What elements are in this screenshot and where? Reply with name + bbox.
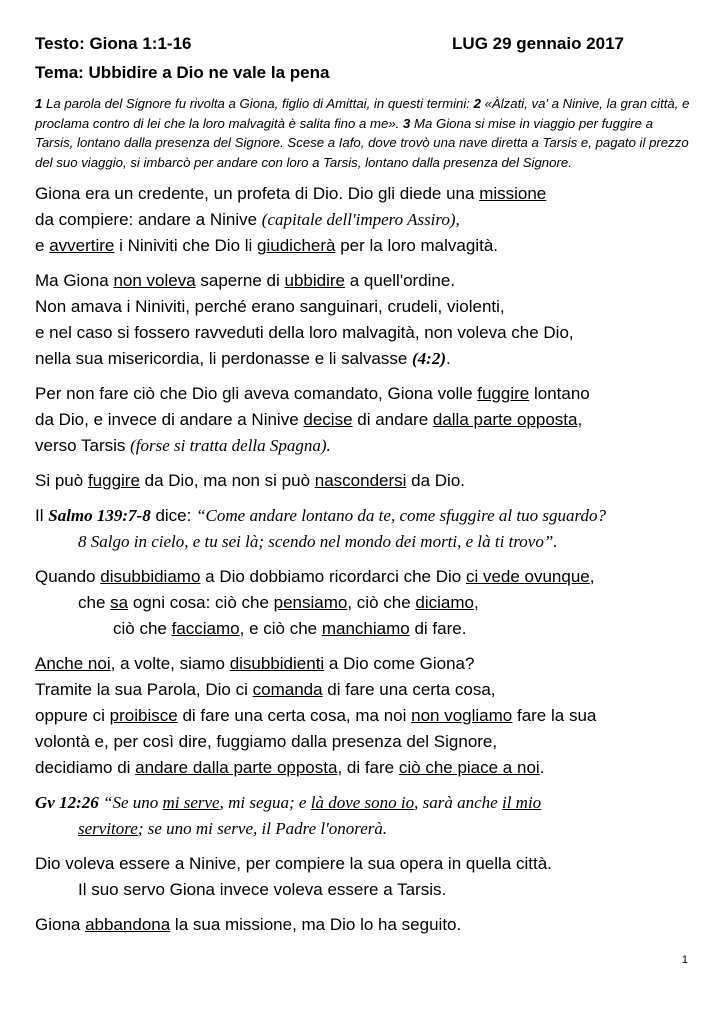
text-run: diciamo — [415, 593, 474, 613]
text-run: fare la sua — [512, 706, 597, 726]
text-run: dalla parte opposta — [432, 410, 578, 430]
paragraph-missione — [35, 181, 690, 259]
text-run: giudicherà — [257, 236, 336, 256]
text-run: di andare — [352, 410, 433, 430]
text-run: 1 — [35, 96, 46, 112]
text-run: decise — [303, 410, 353, 430]
document-date: LUG 29 gennaio 2017 — [452, 34, 624, 53]
text-run: 3 — [402, 115, 411, 131]
text-run: Anche noi — [35, 654, 111, 674]
text-run: Per non fare ciò che Dio gli aveva comandato, Giona volle — [35, 384, 478, 404]
text-run: che — [78, 593, 111, 613]
text-run: e — [35, 236, 50, 256]
text-run: di fare. — [409, 619, 467, 639]
text-run: missione — [479, 184, 547, 204]
text-run: andare dalla parte opposta — [135, 758, 338, 778]
text-run: , e ciò che — [239, 619, 322, 639]
text-run: ogni cosa: ciò che — [128, 593, 274, 613]
text-run: (capitale dell'impero Assiro), — [261, 210, 460, 230]
text-run: saperne di — [195, 271, 285, 291]
text-run: Il suo servo Giona invece voleva essere a Tarsis. — [78, 880, 447, 900]
text-run: (4:2) — [412, 349, 446, 369]
text-run: nascondersi — [314, 471, 407, 491]
text-run: da Dio, ma non si può — [139, 471, 315, 491]
text-run: . — [539, 758, 545, 778]
text-run: non voleva — [113, 271, 196, 291]
text-run: Non amava i Niniviti, perché erano sanguinari, crudeli, violenti, — [35, 297, 505, 317]
text-run: i Niniviti che Dio li — [114, 236, 258, 256]
theme-line: Tema: Ubbidire a Dio ne vale la pena — [35, 63, 330, 83]
text-run: , — [474, 593, 479, 613]
text-run: e nel caso si fossero ravveduti della loro malvagità, non voleva che Dio, — [35, 323, 574, 343]
text-run: mi serve — [162, 793, 220, 813]
text-run: Il — [35, 506, 49, 526]
text-run: da Dio. — [406, 471, 466, 491]
text-run: Si può — [35, 471, 88, 491]
text-run: Ma Giona — [35, 271, 114, 291]
text-run: «Àlzati, va' a Ninive, la gran città, e proclama contro di lei che la loro malvagità è salita fino a me». — [35, 96, 690, 131]
paragraph-non-nascondersi — [35, 468, 690, 494]
text-run: , — [577, 410, 583, 430]
text-run: servitore — [78, 819, 138, 839]
text-run: dice: — [150, 506, 197, 526]
paragraph-anche-noi — [35, 651, 690, 781]
text-run: ci vede ovunque — [465, 567, 590, 587]
paragraph-abbandona — [35, 912, 690, 938]
page-number: 1 — [681, 954, 688, 966]
text-run: Ma Giona si mise in viaggio per fuggire a Tarsis, lontano dalla presenza del Signore. Scese a Iafo, dove trovò una nave diretta a Tarsis e, pagato il prezzo del suo viaggio, si imbarcò per andare con loro a Tarsis, lontano dalla presenza del Signore. — [35, 115, 689, 170]
text-run: ; se uno mi serve, il Padre l'onorerà. — [137, 819, 388, 839]
text-run: avvertire — [49, 236, 115, 256]
text-run: lontano — [529, 384, 590, 404]
text-run: . — [446, 349, 451, 369]
text-run: ubbidire — [284, 271, 346, 291]
text-run: Salmo 139:7-8 — [48, 506, 151, 526]
text-run: la sua missione, ma Dio lo ha seguito. — [170, 915, 462, 935]
text-run: , di fare — [337, 758, 399, 778]
text-run: Tramite la sua Parola, Dio ci — [35, 680, 253, 700]
text-run: disubbidienti — [229, 654, 325, 674]
text-run: disubbidiamo — [100, 567, 201, 587]
document-header — [35, 33, 690, 54]
text-run: da Dio, e invece di andare a Ninive — [35, 410, 304, 430]
paragraph-salmo-139 — [35, 503, 690, 555]
text-run: , sarà anche — [414, 793, 502, 813]
text-run: Quando — [35, 567, 101, 587]
text-run: non vogliamo — [411, 706, 513, 726]
text-run: volontà e, per così dire, fuggiamo dalla presenza del Signore, — [35, 732, 498, 752]
text-run: nella sua misericordia, li perdonasse e li salvasse — [35, 349, 413, 369]
text-run: ciò che — [113, 619, 172, 639]
text-run: , — [589, 567, 595, 587]
paragraph-giona-non-voleva — [35, 268, 690, 372]
text-run: Giona era un credente, un profeta di Dio. Dio gli diede una — [35, 184, 480, 204]
paragraph-fuggire-lontano — [35, 381, 690, 459]
text-run: a Dio come Giona? — [324, 654, 475, 674]
paragraph-dio-ci-vede — [35, 564, 690, 642]
text-run: (forse si tratta della Spagna). — [130, 436, 331, 456]
text-reference: Testo: Giona 1:1-16 — [35, 34, 192, 53]
text-run: fuggire — [477, 384, 530, 404]
text-run: abbandona — [85, 915, 171, 935]
text-run: La parola del Signore fu rivolta a Giona, figlio di Amittai, in questi termini: — [46, 96, 474, 112]
text-run: “Se uno — [98, 793, 163, 813]
text-run: Dio voleva essere a Ninive, per compiere la sua opera in quella città. — [35, 854, 552, 874]
text-run: facciamo — [171, 619, 240, 639]
text-run: Giona — [35, 915, 86, 935]
text-run: di fare una certa cosa, — [322, 680, 496, 700]
paragraph-scripture-quote — [35, 94, 690, 172]
paragraph-ninive-tarsis — [35, 851, 690, 903]
text-run: manchiamo — [321, 619, 410, 639]
text-run: là dove sono io — [310, 793, 415, 813]
text-run: Gv 12:26 — [35, 793, 99, 813]
text-run: a Dio dobbiamo ricordarci che Dio — [200, 567, 466, 587]
text-run: da compiere: andare a Ninive — [35, 210, 262, 230]
text-run: , ciò che — [347, 593, 416, 613]
text-run: per la loro malvagità. — [335, 236, 499, 256]
text-run: proibisce — [109, 706, 178, 726]
text-run: pensiamo — [273, 593, 348, 613]
text-run: verso Tarsis — [35, 436, 131, 456]
paragraph-gv-12-26 — [35, 790, 690, 842]
text-run: 2 — [473, 96, 481, 112]
text-run: ciò che piace a noi — [398, 758, 540, 778]
text-run: di fare una certa cosa, ma noi — [177, 706, 412, 726]
text-run: fuggire — [87, 471, 140, 491]
text-run: , mi segua; e — [219, 793, 311, 813]
text-run: il mio — [501, 793, 542, 813]
text-run: sa — [110, 593, 129, 613]
text-run: , a volte, siamo — [110, 654, 230, 674]
text-run: comanda — [252, 680, 323, 700]
text-run: 8 Salgo in cielo, e tu sei là; scendo nel mondo dei morti, e là ti trovo”. — [78, 532, 558, 552]
text-run: decidiamo di — [35, 758, 136, 778]
text-run: a quell'ordine. — [345, 271, 456, 291]
text-run: oppure ci — [35, 706, 110, 726]
text-run: “Come andare lontano da te, come sfuggire al tuo sguardo? — [196, 506, 606, 526]
